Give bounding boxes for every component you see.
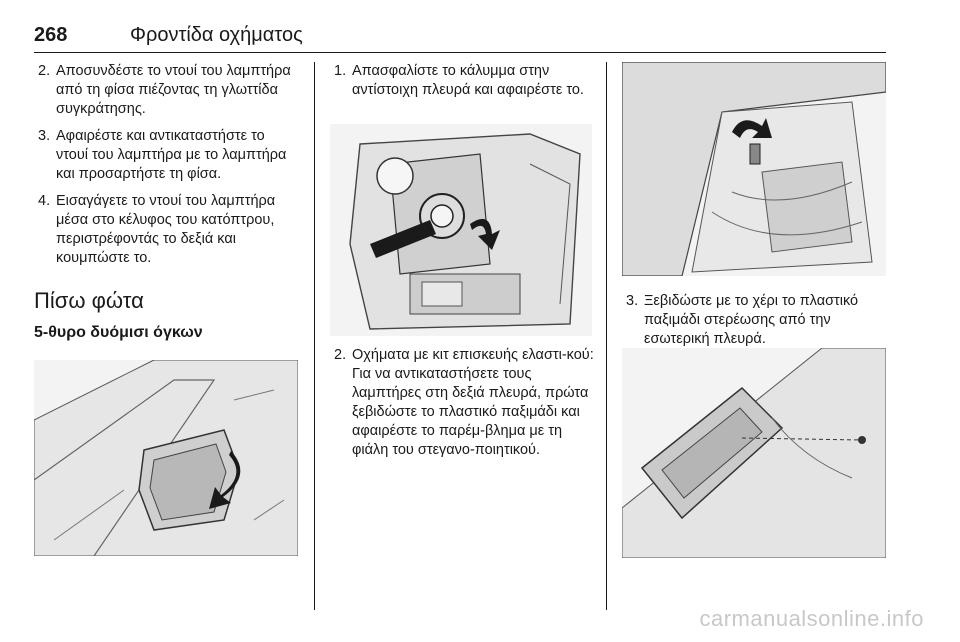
step-item [330,62,594,100]
column-middle-lower [330,346,594,468]
step-number: 3. [626,293,639,309]
section-heading: Πίσω φώτα [34,288,144,313]
page-header [34,20,886,53]
step-text: Αποσυνδέστε το ντουί του λαμπτήρα από τη φίσα πιέζοντας τη γλωττίδα συγκράτησης. [56,63,291,117]
step-item [34,127,300,184]
column-left [34,62,300,354]
step-text: Εισαγάγετε το ντουί του λαμπτήρα μέσα στο κέλυφος του κατόπτρου, περιστρέφοντάς το δεξιά και κουμπώστε το. [56,193,276,266]
column-divider [606,62,607,610]
page-number: 268 [34,24,68,46]
step-item [622,292,892,349]
tail-lamp-removal-illustration [622,348,886,558]
section-subheading: 5-θυρο δυόμισι όγκων [34,324,203,341]
step-item [34,62,300,119]
step-text: Απασφαλίστε το κάλυμμα στην αντίστοιχη πλευρά και αφαιρέστε το. [352,63,584,98]
lamp-cover-unlock-illustration [330,124,592,336]
step-item [330,346,594,460]
trunk-cover-illustration [34,360,298,556]
page-title: Φροντίδα οχήματος [130,24,303,46]
plastic-nut-illustration [622,62,886,276]
step-number: 2. [38,63,51,79]
step-number: 2. [334,347,347,363]
watermark: carmanualsonline.info [699,606,924,631]
step-item [34,192,300,268]
step-number: 1. [334,63,347,79]
step-number: 3. [38,128,51,144]
step-text: Οχήματα με κιτ επισκευής ελαστι-κού: Για να αντικαταστήσετε τους λαμπτήρες στη δεξιά πλευρά, πρώτα ξεβιδώστε το πλαστικό παξιμάδι και αφαιρέστε το παρέμ-βλημα με τη φιάλη του στεγανο-ποιητικού. [352,347,594,458]
column-divider [314,62,315,610]
step-text: Αφαιρέστε και αντικαταστήστε το ντουί του λαμπτήρα με το λαμπτήρα και προσαρτήστε τη φίσα. [56,128,287,182]
step-text: Ξεβιδώστε με το χέρι το πλαστικό παξιμάδι στερέωσης από την εσωτερική πλευρά. [644,293,859,347]
column-middle [330,62,594,108]
step-number: 4. [38,193,51,209]
